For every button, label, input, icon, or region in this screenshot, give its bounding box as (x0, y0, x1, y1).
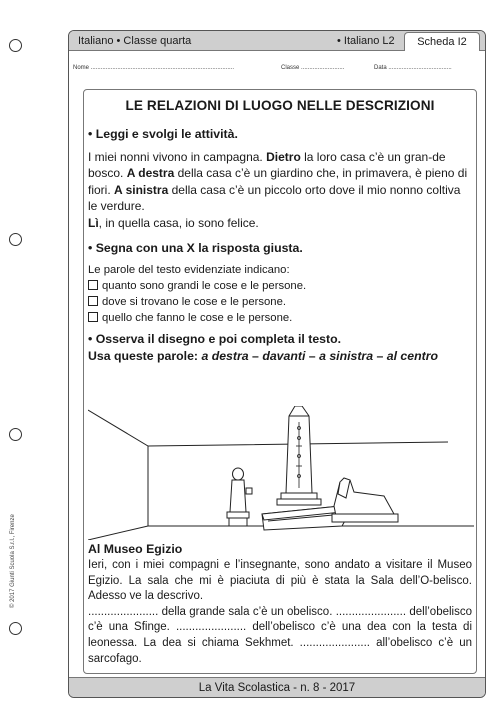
museum-fill-in[interactable]: ...................... della grande sala c’è un obelisco. ...................... dell’obelisco c’è una Sfinge. ...................... dell’obelisco c’è una dea con la testa di leonessa. La dea si chiama Sekhmet. ...................... all’obelisco c’è un sarcofago. (88, 605, 472, 665)
worksheet-title: LE RELAZIONI DI LUOGO NELLE DESCRIZIONI (125, 98, 435, 113)
data-field: Data ...................................... (374, 65, 452, 71)
nome-field: Nome ...................................................................................... (73, 65, 235, 71)
worksheet-frame (68, 30, 486, 698)
worksheet-footer: La Vita Scolastica - n. 8 - 2017 (69, 677, 485, 697)
binder-hole-3 (9, 428, 22, 441)
checkbox-2[interactable] (88, 296, 98, 306)
scheda-tab: Scheda I2 (404, 32, 480, 51)
museum-title: Al Museo Egizio (88, 542, 183, 556)
worksheet-header (69, 31, 485, 51)
copyright-notice: © 2017 Giunti Scuola S.r.l., Firenze (10, 514, 16, 608)
subject-l2-label: • Italiano L2 (337, 35, 395, 47)
subject-class-label: Italiano • Classe quarta (78, 35, 192, 47)
section1-heading: • Leggi e svolgi le attività. (88, 127, 238, 141)
checkbox-3[interactable] (88, 312, 98, 322)
binder-hole-bottom (9, 622, 22, 635)
question-text: Le parole del testo evidenziate indicano: (88, 264, 290, 276)
highlight-dietro: Dietro (266, 150, 301, 164)
option-1[interactable]: quanto sono grandi le cose e le persone. (88, 279, 306, 295)
binder-hole-2 (9, 233, 22, 246)
checkbox-1[interactable] (88, 280, 98, 290)
highlight-li: Lì (88, 215, 99, 230)
museum-illustration (88, 406, 474, 540)
reading-paragraph: I miei nonni vivono in campagna. Dietro la loro casa c’è un gran-de bosco. A destra della casa c’è un giardino che, in primavera, è pieno di fiori. A sinistra della casa c’è un piccolo orto dove il mio nonno coltiva le verdure. Lì, in quella casa, io sono felice. (88, 150, 468, 230)
classe-field: Classe .......................... (281, 65, 345, 71)
exercise-box (83, 89, 477, 674)
highlight-a-sinistra: A sinistra (114, 182, 169, 197)
museum-text (88, 558, 472, 667)
section3-heading: • Osserva il disegno e poi completa il testo. (88, 332, 342, 346)
option-2[interactable]: dove si trovano le cose e le persone. (88, 295, 286, 311)
section2-heading: • Segna con una X la risposta giusta. (88, 241, 303, 255)
word-bank: Usa queste parole: a destra – davanti – a sinistra – al centro (88, 349, 439, 363)
binder-hole-top (9, 39, 22, 52)
option-3[interactable]: quello che fanno le cose e le persone. (88, 311, 292, 327)
highlight-a-destra: A destra (126, 166, 175, 181)
museum-intro: Ieri, con i miei compagni e l’insegnante, sono andato a visitare il Museo Egizio. La sala che mi è piaciuta di più è stata la Sala dell’O-belisco. Adesso ve la descrivo. (88, 559, 472, 603)
